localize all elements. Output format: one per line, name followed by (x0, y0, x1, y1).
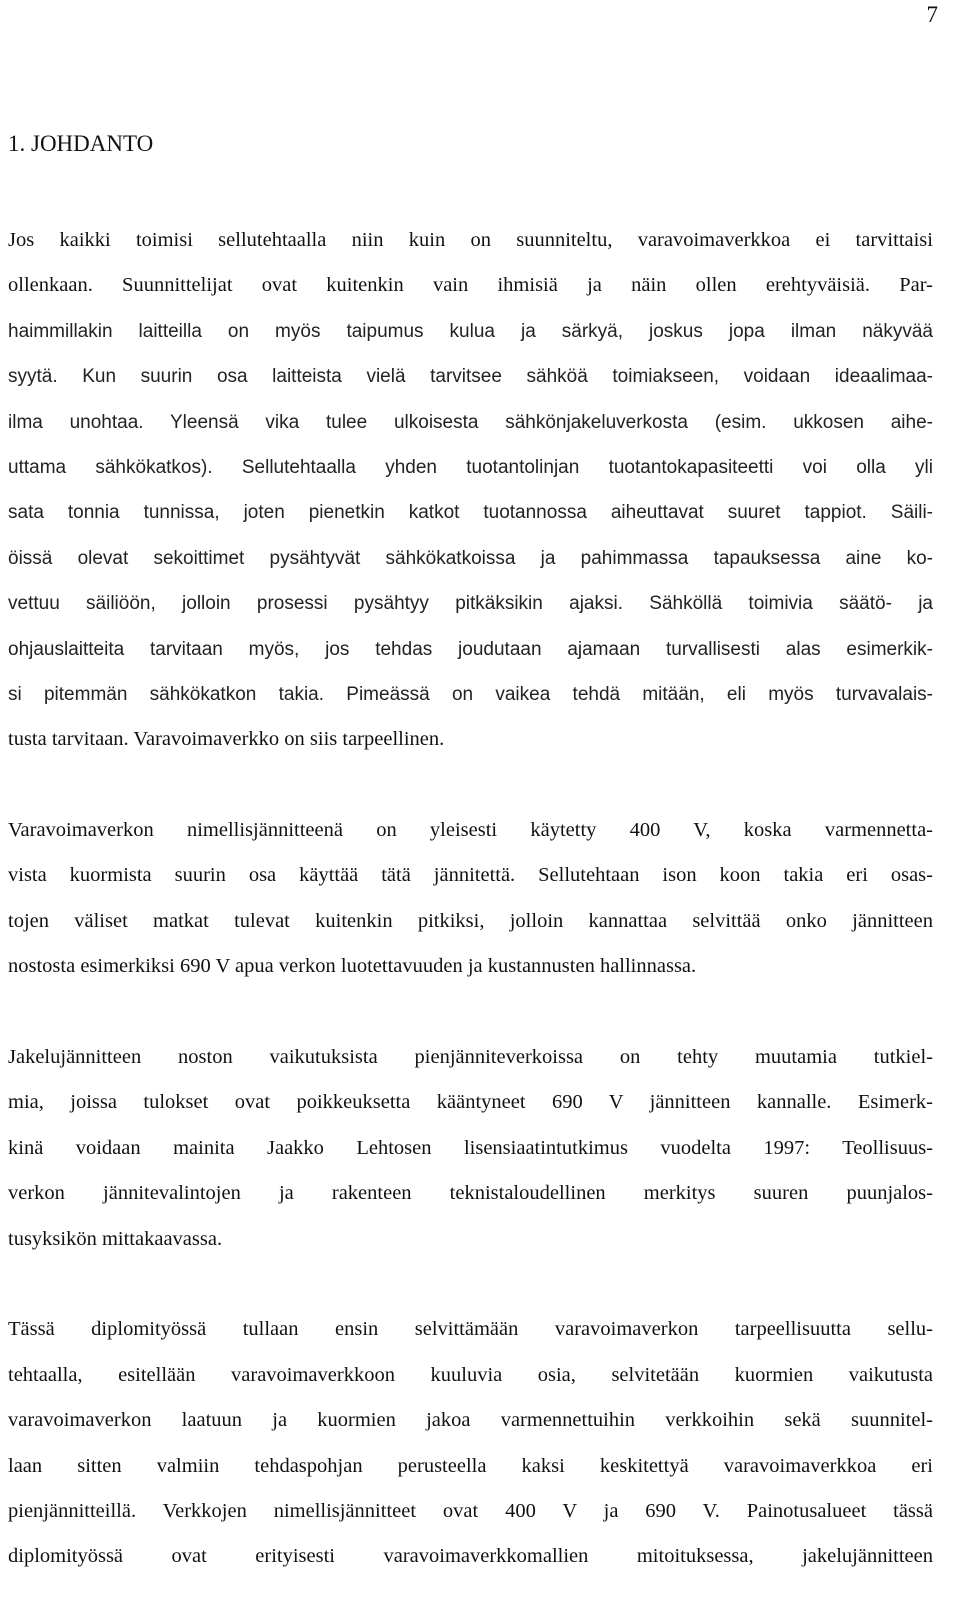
text-line: tusta tarvitaan. Varavoimaverkko on siis tarpeellinen. (8, 728, 445, 751)
paragraph-gap (8, 990, 933, 1035)
text-line: Jos kaikki toimisi sellutehtaalla niin kuin on suunniteltu, varavoimaverkkoa ei tarvittaisi (8, 229, 933, 251)
text-line: Tässä diplomityössä tullaan ensin selvittämään varavoimaverkon tarpeellisuutta sellu- (8, 1318, 933, 1341)
paragraph-1 (8, 218, 933, 763)
text-line: varavoimaverkon laatuun ja kuormien jakoa varmennettuihin verkkoihin sekä suunnitel- (8, 1409, 933, 1432)
text-line: ohjauslaitteita tarvitaan myös, jos tehdas joudutaan ajamaan turvallisesti alas esimerkik- (8, 638, 933, 660)
text-line: uttama sähkökatkos). Sellutehtaalla yhden tuotantolinjan tuotantokapasiteetti voi olla yli (8, 456, 933, 478)
text-line: tehtaalla, esitellään varavoimaverkkoon kuuluvia osia, selvitetään kuormien vaikutusta (8, 1363, 933, 1386)
paragraph-gap (8, 763, 933, 808)
text-line: ilma unohtaa. Yleensä vika tulee ulkoisesta sähkönjakeluverkosta (esim. ukkosen aihe- (8, 411, 933, 433)
text-line: syytä. Kun suurin osa laitteista vielä tarvitsee sähköä toimiakseen, voidaan ideaalimaa- (8, 366, 933, 388)
paragraph-gap (8, 1262, 933, 1307)
text-line: haimmillakin laitteilla on myös taipumus kulua ja särkyä, joskus jopa ilman näkyvää (8, 320, 933, 342)
text-line: Jakelujännitteen noston vaikutuksista pienjänniteverkoissa on tehty muutamia tutkiel- (8, 1046, 933, 1069)
text-line: sata tonnia tunnissa, joten pienetkin katkot tuotannossa aiheuttavat suuret tappiot. Säili- (8, 502, 933, 524)
text-line: mia, joissa tulokset ovat poikkeuksetta kääntyneet 690 V jännitteen kannalle. Esimerk- (8, 1091, 933, 1114)
text-line: tojen väliset matkat tulevat kuitenkin pitkiksi, jolloin kannattaa selvittää onko jännitteen (8, 909, 933, 932)
text-line: nostosta esimerkiksi 690 V apua verkon luotettavuuden ja kustannusten hallinnassa. (8, 955, 697, 978)
text-line: öissä olevat sekoittimet pysähtyvät sähkökatkoissa ja pahimmassa tapauksessa aine ko- (8, 547, 933, 569)
text-line: pienjännitteillä. Verkkojen nimellisjännitteet ovat 400 V ja 690 V. Painotusalueet tässä (8, 1499, 933, 1522)
text-line: Varavoimaverkon nimellisjännitteenä on yleisesti käytetty 400 V, koska varmennetta- (8, 819, 933, 842)
text-line: si pitemmän sähkökatkon takia. Pimeässä on vaikea tehdä mitään, eli myös turvavalais- (8, 683, 933, 705)
paragraph-2 (8, 808, 933, 990)
text-line: verkon jännitevalintojen ja rakenteen teknistaloudellinen merkitys suuren puunjalos- (8, 1182, 933, 1205)
text-line: ollenkaan. Suunnittelijat ovat kuitenkin vain ihmisiä ja näin ollen erehtyväisiä. Par- (8, 274, 933, 297)
text-line: vista kuormista suurin osa käyttää tätä jännitettä. Sellutehtaan ison koon takia eri osas- (8, 864, 933, 887)
paragraph-4 (8, 1307, 933, 1579)
paragraph-3 (8, 1035, 933, 1262)
body-text (8, 218, 933, 1580)
chapter-heading: 1. JOHDANTO (8, 131, 154, 156)
text-line: vettuu säiliöön, jolloin prosessi pysähtyy pitkäksikin ajaksi. Sähköllä toimivia säätö- ja (8, 593, 933, 615)
text-line: kinä voidaan mainita Jaakko Lehtosen lisensiaatintutkimus vuodelta 1997: Teollisuus- (8, 1136, 933, 1159)
text-line: diplomityössä ovat erityisesti varavoimaverkkomallien mitoituksessa, jakelujännitteen (8, 1545, 933, 1568)
page-number: 7 (926, 2, 938, 27)
text-line: laan sitten valmiin tehdaspohjan perusteella kaksi keskitettyä varavoimaverkkoa eri (8, 1454, 933, 1477)
text-line: tusyksikön mittakaavassa. (8, 1227, 223, 1250)
